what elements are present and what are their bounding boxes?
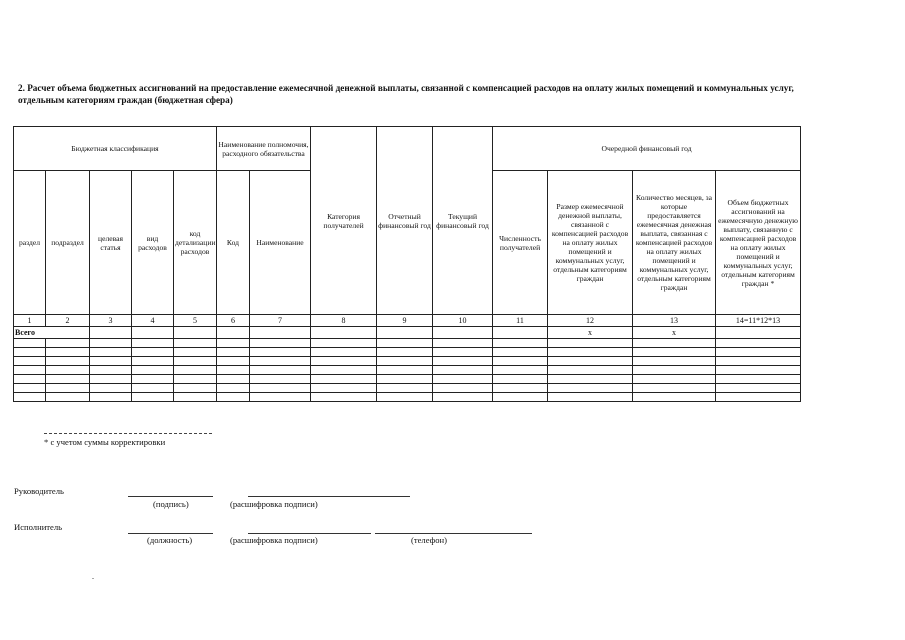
executor-position-caption: (должность) bbox=[147, 535, 193, 545]
col-number: 8 bbox=[311, 315, 377, 327]
executor-decode-caption: (расшифровка подписи) bbox=[230, 535, 318, 545]
table-cell bbox=[174, 327, 217, 339]
table-cell bbox=[250, 327, 311, 339]
budget-calculation-table bbox=[13, 126, 801, 402]
header-current-year: Текущий финансовый год bbox=[433, 127, 493, 315]
head-decode-caption: (расшифровка подписи) bbox=[230, 499, 318, 509]
head-decode-line bbox=[248, 496, 410, 497]
table-row bbox=[14, 375, 801, 384]
col-number: 14=11*12*13 bbox=[716, 315, 801, 327]
col-number: 10 bbox=[433, 315, 493, 327]
executor-label: Исполнитель bbox=[14, 522, 63, 532]
head-signature-caption: (подпись) bbox=[153, 499, 189, 509]
head-label: Руководитель bbox=[14, 486, 64, 496]
col-number: 11 bbox=[493, 315, 548, 327]
col-number: 13 bbox=[633, 315, 716, 327]
table-row bbox=[14, 384, 801, 393]
table-cell bbox=[377, 327, 433, 339]
header-target-article: целевая статья bbox=[90, 171, 132, 315]
table-cell bbox=[132, 327, 174, 339]
table-cell bbox=[90, 327, 132, 339]
footnote-separator bbox=[44, 433, 212, 434]
table-row bbox=[14, 366, 801, 375]
header-next-year: Очередной финансовый год bbox=[493, 127, 801, 171]
header-months: Количество месяцев, за которые предоставляется ежемесячная денежная выплата, связанная с компенсацией расходов на оплату жилых помещений и коммунальных услуг, отдельным категориям граждан bbox=[633, 171, 716, 315]
header-detail-code: код детализации расходов bbox=[174, 171, 217, 315]
executor-phone-line bbox=[375, 533, 532, 534]
col-number: 5 bbox=[174, 315, 217, 327]
table-row bbox=[14, 348, 801, 357]
executor-position-line bbox=[128, 533, 213, 534]
total-x-mark: x bbox=[633, 327, 716, 339]
header-subsection: подраздел bbox=[46, 171, 90, 315]
total-x-mark: x bbox=[548, 327, 633, 339]
header-code: Код bbox=[217, 171, 250, 315]
col-number: 7 bbox=[250, 315, 311, 327]
col-number: 6 bbox=[217, 315, 250, 327]
column-numbers-row bbox=[14, 315, 801, 327]
header-obligation: Наименование полномочия, расходного обязательства bbox=[217, 127, 311, 171]
total-row bbox=[14, 327, 801, 339]
table-cell bbox=[311, 327, 377, 339]
header-volume: Объем бюджетных ассигнований на ежемесячную денежную выплату, связанную с компенсацией расходов на оплату жилых помещений и коммунальных услуг, отдельным категориям граждан * bbox=[716, 171, 801, 315]
col-number: 3 bbox=[90, 315, 132, 327]
header-expense-type: вид расходов bbox=[132, 171, 174, 315]
stray-mark: . bbox=[92, 572, 94, 581]
col-number: 9 bbox=[377, 315, 433, 327]
executor-phone-caption: (телефон) bbox=[411, 535, 447, 545]
col-number: 2 bbox=[46, 315, 90, 327]
table-row bbox=[14, 393, 801, 402]
table-row bbox=[14, 357, 801, 366]
header-report-year: Отчетный финансовый год bbox=[377, 127, 433, 315]
header-recipients: Численность получателей bbox=[493, 171, 548, 315]
header-category: Категория получателей bbox=[311, 127, 377, 315]
table-cell bbox=[716, 327, 801, 339]
total-label: Всего bbox=[14, 327, 90, 339]
header-monthly-amount: Размер ежемесячной денежной выплаты, связанной с компенсацией расходов на оплату жилых помещений и коммунальных услуг, отдельным категориям граждан bbox=[548, 171, 633, 315]
header-section: раздел bbox=[14, 171, 46, 315]
header-budget-classification: Бюджетная классификация bbox=[14, 127, 217, 171]
section-heading: 2. Расчет объема бюджетных ассигнований на предоставление ежемесячной денежной выплаты, связанной с компенсацией расходов на оплату жилых помещений и коммунальных услуг, отдельным категориям граждан (бюджетная сфера) bbox=[18, 83, 794, 105]
table-cell bbox=[217, 327, 250, 339]
col-number: 1 bbox=[14, 315, 46, 327]
table-cell bbox=[433, 327, 493, 339]
table-cell bbox=[493, 327, 548, 339]
footnote: * с учетом суммы корректировки bbox=[44, 437, 166, 447]
header-name: Наименование bbox=[250, 171, 311, 315]
col-number: 4 bbox=[132, 315, 174, 327]
executor-decode-line bbox=[248, 533, 371, 534]
table-row bbox=[14, 339, 801, 348]
col-number: 12 bbox=[548, 315, 633, 327]
head-signature-line bbox=[128, 496, 213, 497]
